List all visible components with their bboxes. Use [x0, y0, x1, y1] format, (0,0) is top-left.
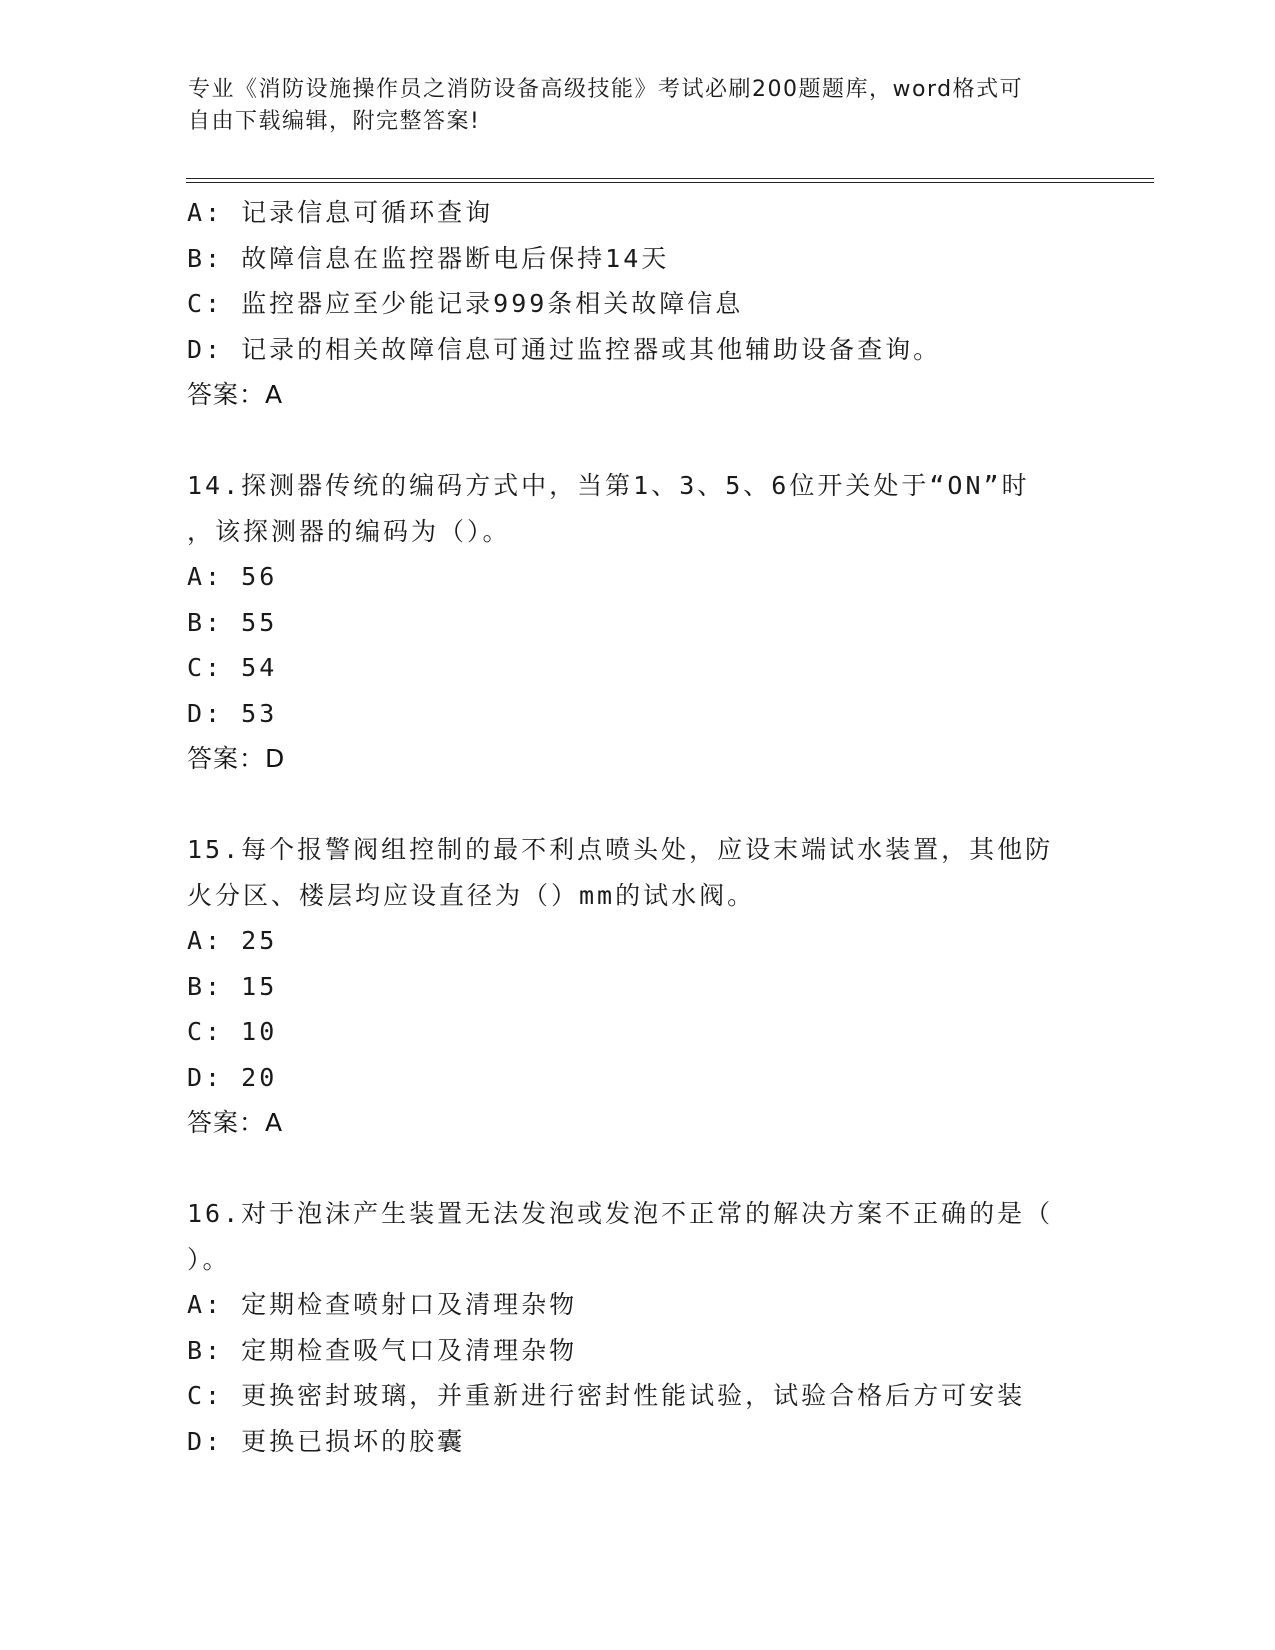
question-16	[187, 1191, 1087, 1464]
option-d: D: 记录的相关故障信息可通过监控器或其他辅助设备查询。	[187, 334, 942, 364]
question-15	[187, 827, 1087, 1145]
option-c: C: 监控器应至少能记录999条相关故障信息	[187, 289, 744, 318]
option-c: C: 54	[187, 653, 278, 682]
option-d: D: 20	[187, 1062, 278, 1092]
question-text-line-1: 15.每个报警阀组控制的最不利点喷头处，应设末端试水装置，其他防	[187, 835, 1054, 864]
option-c: C: 更换密封玻璃，并重新进行密封性能试验，试验合格后方可安装	[187, 1381, 1026, 1410]
answer-label: 答案：A	[187, 380, 284, 409]
option-b: B: 故障信息在监控器断电后保持14天	[187, 243, 670, 273]
option-d: D: 更换已损坏的胶囊	[187, 1426, 466, 1456]
spacer	[187, 417, 1087, 463]
option-c: C: 10	[187, 1017, 278, 1046]
option-d: D: 53	[187, 698, 278, 728]
question-13	[187, 190, 1087, 417]
answer-label: 答案：A	[187, 1108, 284, 1137]
option-a: A: 25	[187, 926, 278, 955]
question-14	[187, 463, 1087, 781]
question-list	[187, 190, 1087, 1464]
option-a: A: 记录信息可循环查询	[187, 198, 494, 227]
option-b: B: 15	[187, 971, 278, 1001]
answer-label: 答案：D	[187, 744, 286, 773]
header-line-2: 自由下载编辑，附完整答案!	[188, 109, 481, 134]
option-a: A: 56	[187, 562, 278, 591]
question-text-line-1: 16.对于泡沫产生装置无法发泡或发泡不正常的解决方案不正确的是（	[187, 1199, 1054, 1228]
option-b: B: 55	[187, 607, 278, 637]
header-line-1: 专业《消防设施操作员之消防设备高级技能》考试必刷200题题库，word格式可	[188, 77, 1024, 102]
option-a: A: 定期检查喷射口及清理杂物	[187, 1290, 578, 1319]
option-b: B: 定期检查吸气口及清理杂物	[187, 1335, 578, 1365]
document-header	[188, 74, 1068, 138]
question-text-line-2: 火分区、楼层均应设直径为（）mm的试水阀。	[187, 880, 756, 910]
spacer	[187, 1145, 1087, 1191]
question-text-line-2: ，该探测器的编码为（）。	[187, 516, 511, 546]
question-text-line-2: ）。	[187, 1244, 231, 1274]
header-divider	[186, 178, 1154, 183]
question-text-line-1: 14.探测器传统的编码方式中，当第1、3、5、6位开关处于“ON”时	[187, 471, 1030, 500]
spacer	[187, 781, 1087, 827]
